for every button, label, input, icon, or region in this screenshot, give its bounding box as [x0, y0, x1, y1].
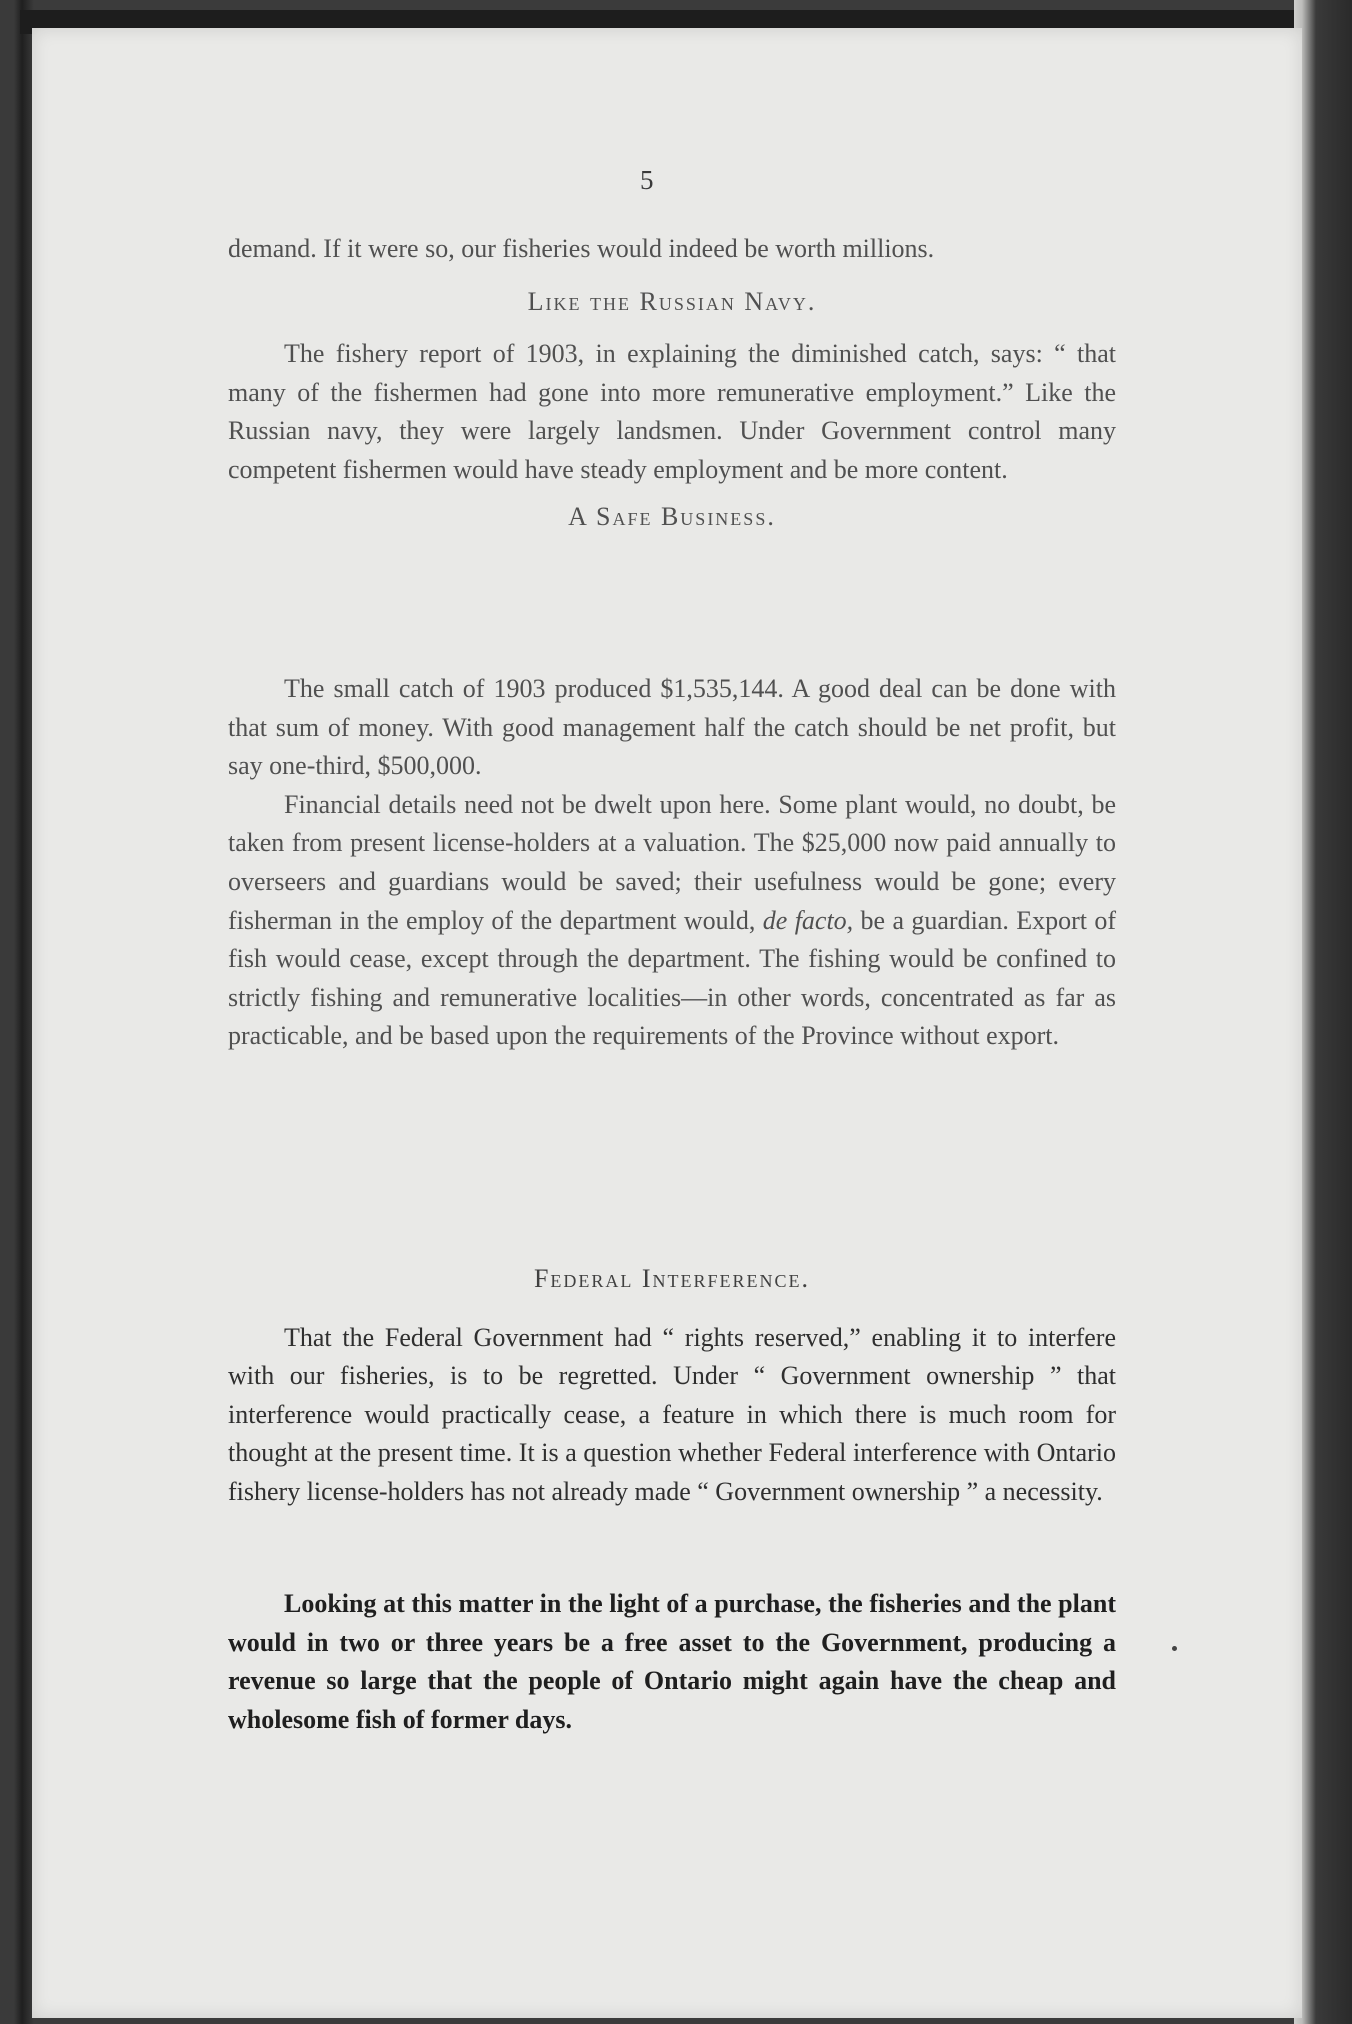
de-facto-italic: de facto, — [762, 905, 854, 935]
text-block-purchase — [228, 1585, 1116, 1739]
section-heading-federal-interference: Federal Interference. — [533, 1264, 811, 1293]
book-edge-right — [1294, 0, 1352, 2024]
page-number: 5 — [640, 165, 654, 195]
paragraph-financial-details — [228, 786, 1116, 1056]
paragraph-small-catch: The small catch of 1903 produced $1,535,144. A good deal can be done with that sum of money. With good management half the catch should be net profit, but say one-third, $500,000. — [228, 674, 1116, 781]
text-block-safe-business — [228, 670, 1116, 1056]
text-block-federal — [228, 1260, 1116, 1512]
financial-text-end: be a guardian. Export of fish would cease, except through the department. The fishing would be confined to strictly fishing and remunerative localities—in other words, concentrated as far as practicable, and be based upon the requirements of the Province without export. — [228, 905, 1117, 1051]
paragraph-federal-government: That the Federal Government had “ rights reserved,” enabling it to interfere with our fisheries, is to be regretted. Under “ Government ownership ” that interference would practically cease, a feature in which there is much room for thought at the present time. It is a question whether Federal interference with Ontario fishery license-holders has not already made “ Government ownership ” a necessity. — [228, 1322, 1116, 1506]
section-heading-russian-navy: Like the Russian Navy. — [527, 286, 817, 316]
paragraph-fishery-report: The fishery report of 1903, in explaining the diminished catch, says: “ that many of the fishermen had gone into more remunerative employment.” Like the Russian navy, they were largely landsmen. Under Government control many competent fishermen would have steady employment and be more content. — [228, 339, 1116, 484]
ink-speck — [1172, 1646, 1177, 1651]
paragraph-purchase: Looking at this matter in the light of a purchase, the fisheries and the plant would in two or three years be a free asset to the Government, producing a revenue so large that the people of Ontario might again have the cheap and wholesome fish of former days. — [228, 1589, 1116, 1734]
text-block-top — [228, 230, 1116, 550]
section-heading-safe-business: A Safe Business. — [568, 501, 776, 531]
continuation-paragraph: demand. If it were so, our fisheries would indeed be worth millions. — [228, 234, 935, 263]
financial-text-start: Financial details need not be dwelt upon here. Some plant would, no doubt, be taken from present license-holders at a valuation. The $25,000 now paid annually to overseers and guardians would be saved; their usefulness would be gone; every fisherman in the employ of the department would, — [228, 789, 1116, 935]
